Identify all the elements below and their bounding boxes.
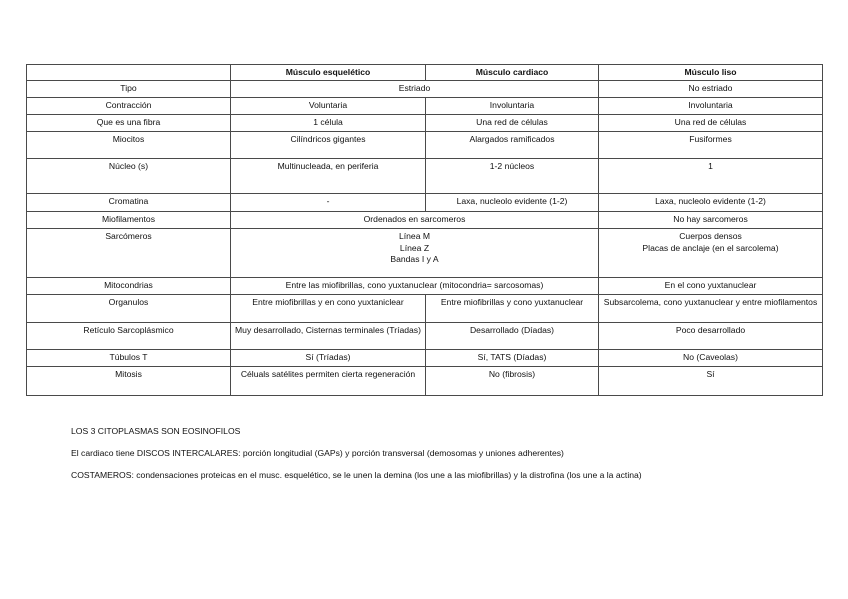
row-label: Contracción — [27, 98, 231, 115]
row-label: Sarcómeros — [27, 229, 231, 278]
sarcomere-line-m: Línea M — [398, 231, 431, 241]
header-empty — [27, 65, 231, 81]
cell-skeletal: Voluntaria — [231, 98, 426, 115]
cell-smooth: Subsarcolema, cono yuxtanuclear y entre miofilamentos — [599, 295, 823, 323]
cell-skeletal: Céluals satélites permiten cierta regeneración — [231, 367, 426, 396]
table-header-row — [27, 65, 823, 81]
row-label: Mitosis — [27, 367, 231, 396]
row-label: Tipo — [27, 81, 231, 98]
cell-skeletal: - — [231, 194, 426, 212]
row-label: Que es una fibra — [27, 115, 231, 132]
cell-cardiac: Involuntaria — [426, 98, 599, 115]
sarcomere-line-z: Línea Z — [399, 242, 430, 253]
cell-smooth: No hay sarcomeros — [599, 212, 823, 229]
note-eosinophil: LOS 3 CITOPLASMAS SON EOSINOFILOS — [71, 426, 241, 436]
note-costameres: COSTAMEROS: condensaciones proteicas en el musc. esquelético, se le unen la demina (los une a las miofibrillas) y la distrofina (los une a la actina) — [71, 470, 642, 480]
cell-skeletal: Entre miofibrillas y en cono yuxtaniclear — [231, 295, 426, 323]
cell-skeletal: Cilíndricos gigantes — [231, 132, 426, 159]
muscle-comparison-table — [26, 64, 823, 396]
cell-skeletal: Multinucleada, en periferia — [231, 159, 426, 194]
row-label: Organulos — [27, 295, 231, 323]
table-row-fibra — [27, 115, 823, 132]
cell-smooth: No (Caveolas) — [599, 350, 823, 367]
cell-cardiac: Entre miofibrillas y cono yuxtanuclear — [426, 295, 599, 323]
table-row-tipo — [27, 81, 823, 98]
cell-striated: Estriado — [231, 81, 599, 98]
row-label: Mitocondrias — [27, 278, 231, 295]
smooth-anchor-plates: Placas de anclaje (en el sarcolema) — [642, 242, 779, 253]
table-row-nucleo — [27, 159, 823, 194]
cell-cardiac: Una red de células — [426, 115, 599, 132]
cell-striated: Ordenados en sarcomeros — [231, 212, 599, 229]
table-row-miocitos — [27, 132, 823, 159]
cell-smooth: 1 — [599, 159, 823, 194]
cell-striated: Entre las miofibrillas, cono yuxtanuclear (mitocondria= sarcosomas) — [231, 278, 599, 295]
cell-cardiac: 1-2 núcleos — [426, 159, 599, 194]
cell-cardiac: Desarrollado (Díadas) — [426, 323, 599, 350]
table-row-contraccion — [27, 98, 823, 115]
table-row-mitocondrias — [27, 278, 823, 295]
row-label: Núcleo (s) — [27, 159, 231, 194]
table-row-tubulos — [27, 350, 823, 367]
header-skeletal: Músculo esquelético — [231, 65, 426, 81]
row-label: Miofilamentos — [27, 212, 231, 229]
cell-smooth: Sí — [599, 367, 823, 396]
note-intercalated-discs: El cardiaco tiene DISCOS INTERCALARES: porción longitudial (GAPs) y porción transversal (demosomas y uniones adherentes) — [71, 448, 564, 458]
row-label: Cromatina — [27, 194, 231, 212]
table-row-sarcomeros — [27, 229, 823, 278]
table-row-organulos — [27, 295, 823, 323]
cell-smooth: Laxa, nucleolo evidente (1-2) — [599, 194, 823, 212]
cell-cardiac: Laxa, nucleolo evidente (1-2) — [426, 194, 599, 212]
sarcomere-bands: Bandas I y A — [390, 254, 439, 264]
cell-skeletal: 1 célula — [231, 115, 426, 132]
cell-skeletal: Muy desarrollado, Cisternas terminales (Tríadas) — [231, 323, 426, 350]
row-label: Túbulos T — [27, 350, 231, 367]
table-row-mitosis — [27, 367, 823, 396]
cell-smooth: No estriado — [599, 81, 823, 98]
cell-cardiac: Sí, TATS (Díadas) — [426, 350, 599, 367]
row-label: Retículo Sarcoplásmico — [27, 323, 231, 350]
table-row-cromatina — [27, 194, 823, 212]
table-row-reticulo — [27, 323, 823, 350]
cell-smooth: Poco desarrollado — [599, 323, 823, 350]
smooth-dense-bodies: Cuerpos densos — [679, 231, 742, 241]
cell-striated — [231, 229, 599, 278]
cell-smooth — [599, 229, 823, 278]
cell-smooth: Involuntaria — [599, 98, 823, 115]
cell-cardiac: Alargados ramificados — [426, 132, 599, 159]
cell-smooth: En el cono yuxtanuclear — [599, 278, 823, 295]
header-cardiac: Músculo cardiaco — [426, 65, 599, 81]
row-label: Miocitos — [27, 132, 231, 159]
header-smooth: Músculo liso — [599, 65, 823, 81]
cell-skeletal: Sí (Tríadas) — [231, 350, 426, 367]
cell-smooth: Fusiformes — [599, 132, 823, 159]
table-row-miofilamentos — [27, 212, 823, 229]
cell-cardiac: No (fibrosis) — [426, 367, 599, 396]
cell-smooth: Una red de células — [599, 115, 823, 132]
